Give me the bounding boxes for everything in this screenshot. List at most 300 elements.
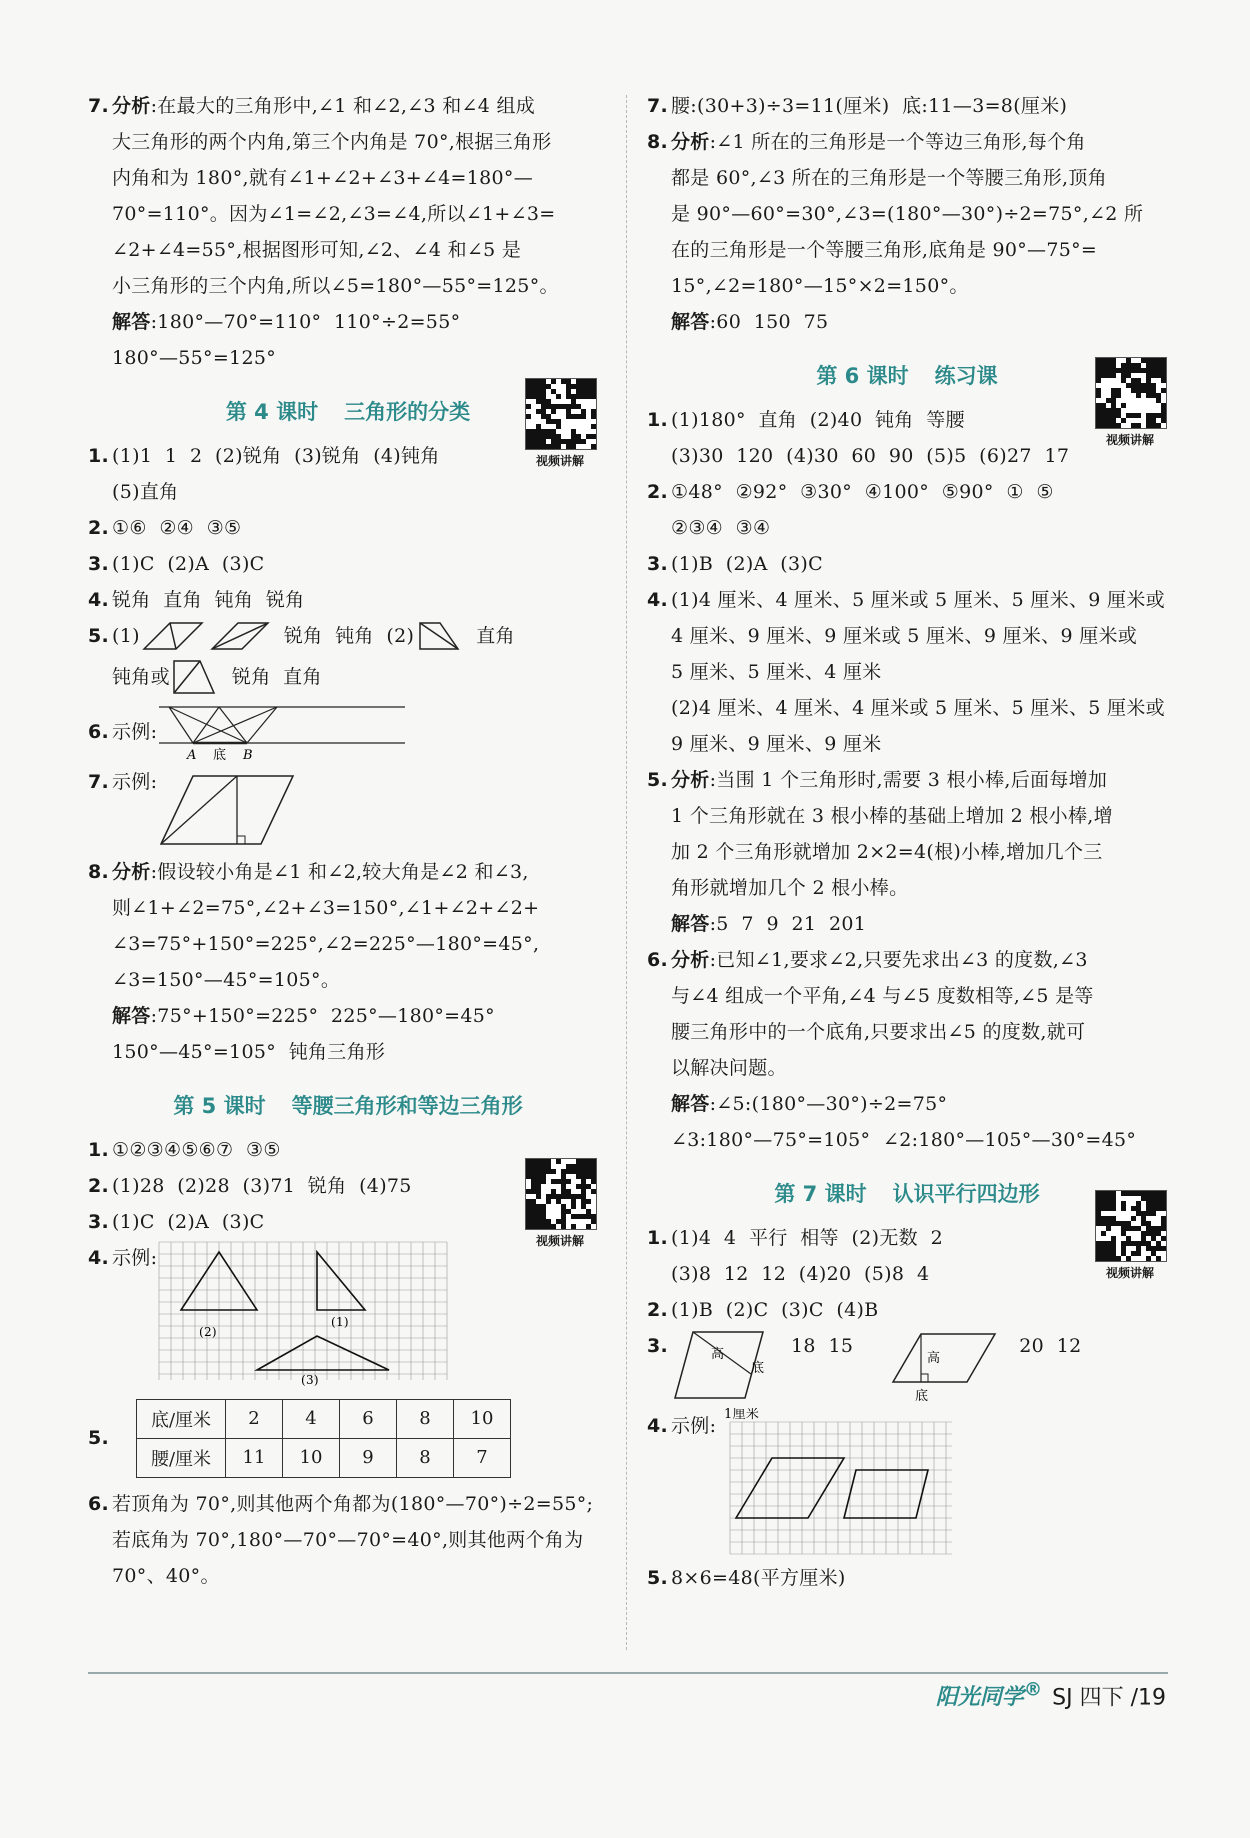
parallelogram-split-figure (140, 619, 270, 653)
qr-module (1101, 403, 1106, 408)
qr-module (561, 1204, 566, 1209)
qr-module (581, 1169, 586, 1174)
qr-code-icon[interactable] (1095, 1190, 1167, 1262)
qr-module (581, 389, 586, 394)
answer-7-right: 7. 腰:(30+3)÷3=11(厘米) 底:11—3=8(厘米) (647, 95, 1068, 117)
qr-module (1106, 1196, 1111, 1201)
table-cell: 6 (340, 1399, 397, 1438)
qr-module (1136, 1251, 1141, 1256)
qr-module (1111, 423, 1116, 428)
lesson6-answer-6-solution: 解答:∠5:(180°—30°)÷2=75° (671, 1093, 948, 1115)
qr-module (531, 1174, 536, 1179)
qr-module (526, 1209, 531, 1214)
qr-module (1096, 368, 1101, 373)
qr-module (581, 1199, 586, 1204)
qr-module (1141, 1191, 1146, 1196)
qr-module (561, 1224, 566, 1229)
answer-7-line: 小三角形的三个内角,所以∠5=180°—55°=125°。 (112, 275, 559, 297)
qr-module (531, 1189, 536, 1194)
qr-module (576, 1214, 581, 1219)
qr-module (571, 384, 576, 389)
qr-module (1111, 1201, 1116, 1206)
qr-module (1151, 1236, 1156, 1241)
qr-module (541, 1174, 546, 1179)
qr-module (526, 1174, 531, 1179)
qr-code-icon[interactable] (525, 378, 597, 450)
qr-module (1111, 398, 1116, 403)
qr-module (1126, 368, 1131, 373)
qr-module (1101, 423, 1106, 428)
qr-module (1116, 408, 1121, 413)
qr-module (1146, 358, 1151, 363)
lesson5-answer-1: 1. ①②③④⑤⑥⑦ ③⑤ (88, 1139, 281, 1161)
qr-module (1101, 1206, 1106, 1211)
qr-module (566, 1169, 571, 1174)
qr-module (1136, 378, 1141, 383)
qr-module (1111, 1191, 1116, 1196)
qr-caption: 视频讲解 (1105, 433, 1154, 447)
column-divider (626, 95, 627, 1650)
qr-module (536, 1209, 541, 1214)
qr-module (1096, 1246, 1101, 1251)
parallelogram-height-figure (157, 772, 297, 852)
qr-module (546, 419, 551, 424)
qr-module (1096, 413, 1101, 418)
qr-module (1121, 1251, 1126, 1256)
qr-module (556, 444, 561, 449)
qr-module (536, 1179, 541, 1184)
qr-module (1156, 368, 1161, 373)
answer-7: 7. 分析:在最大的三角形中,∠1 和∠2,∠3 和∠4 组成 (88, 95, 536, 117)
qr-module (531, 384, 536, 389)
qr-module (566, 394, 571, 399)
qr-module (1161, 1221, 1166, 1226)
lesson6-answer-4-line: 4 厘米、9 厘米、9 厘米或 5 厘米、9 厘米、9 厘米或 (671, 625, 1138, 647)
qr-module (556, 404, 561, 409)
lesson4-answer-1-line: (5)直角 (112, 481, 179, 503)
qr-module (531, 439, 536, 444)
qr-module (541, 1219, 546, 1224)
qr-module (1161, 418, 1166, 423)
qr-module (546, 434, 551, 439)
qr-module (1161, 1201, 1166, 1206)
triangle-figure (170, 657, 218, 697)
qr-module (1136, 1206, 1141, 1211)
qr-code-icon[interactable] (1095, 357, 1167, 429)
qr-module (1141, 1241, 1146, 1246)
qr-module (1111, 1216, 1116, 1221)
lesson4-answer-8-solution: 解答:75°+150°=225° 225°—180°=45° (112, 1005, 495, 1027)
answer-8-line: 在的三角形是一个等腰三角形,底角是 90°—75°= (671, 239, 1098, 261)
qr-module (551, 444, 556, 449)
lesson6-answer-6-solution-line: ∠3:180°—75°=105° ∠2:180°—105°—30°=45° (671, 1129, 1137, 1151)
qr-module (1136, 1211, 1141, 1216)
lesson4-answer-4: 4. 锐角 直角 钝角 锐角 (88, 589, 305, 611)
qr-module (571, 1204, 576, 1209)
qr-module (546, 1194, 551, 1199)
table-cell: 4 (283, 1399, 340, 1438)
qr-module (1136, 1201, 1141, 1206)
qr-module (541, 389, 546, 394)
lesson6-answer-2: 2. ①48° ②92° ③30° ④100° ⑤90° ① ⑤ (647, 481, 1054, 503)
qr-module (566, 384, 571, 389)
qr-module (1156, 1241, 1161, 1246)
lesson5-answer-2: 2. (1)28 (2)28 (3)71 锐角 (4)75 (88, 1175, 412, 1197)
page-footer (936, 1680, 1166, 1711)
qr-module (1161, 1226, 1166, 1231)
lesson5-answer-4: 4. 示例: (1) (2) (3) (88, 1240, 608, 1390)
qr-module (1141, 388, 1146, 393)
qr-module (1141, 1216, 1146, 1221)
lesson4-answer-2: 2. ①⑥ ②④ ③⑤ (88, 517, 242, 539)
qr-module (1146, 1201, 1151, 1206)
qr-module (561, 1184, 566, 1189)
qr-module (581, 1214, 586, 1219)
qr-module (536, 1214, 541, 1219)
qr-module (1101, 408, 1106, 413)
lesson5-answer-5: 5. 底/厘米 2 4 6 8 10 腰/厘米 11 10 9 8 7 (88, 1390, 608, 1486)
qr-module (1136, 383, 1141, 388)
qr-module (531, 1159, 536, 1164)
lesson6-answer-5-line: 角形就增加几个 2 根小棒。 (671, 877, 909, 899)
qr-module (1096, 1201, 1101, 1206)
qr-module (591, 1219, 596, 1224)
qr-module (1106, 413, 1111, 418)
qr-module (551, 419, 556, 424)
qr-module (586, 434, 591, 439)
qr-module (581, 1164, 586, 1169)
qr-module (591, 444, 596, 449)
qr-module (1096, 363, 1101, 368)
qr-module (531, 434, 536, 439)
qr-module (1096, 408, 1101, 413)
qr-module (1151, 1246, 1156, 1251)
qr-caption: 视频讲解 (535, 454, 584, 468)
qr-module (526, 429, 531, 434)
qr-module (1161, 408, 1166, 413)
qr-module (541, 394, 546, 399)
lesson4-answer-8-line: 则∠1+∠2=75°,∠2+∠3=150°,∠1+∠2+∠2+ (112, 897, 540, 919)
qr-module (1126, 363, 1131, 368)
lesson4-answer-7: 7. 示例: (88, 764, 608, 848)
qr-module (1131, 1206, 1136, 1211)
qr-module (1126, 1241, 1131, 1246)
table-cell: 10 (454, 1399, 511, 1438)
qr-module (546, 1224, 551, 1229)
qr-module (1121, 363, 1126, 368)
qr-module (1096, 393, 1101, 398)
qr-module (536, 1194, 541, 1199)
qr-module (566, 1194, 571, 1199)
qr-module (526, 384, 531, 389)
qr-module (1151, 1226, 1156, 1231)
qr-module (591, 389, 596, 394)
qr-module (1116, 368, 1121, 373)
qr-module (586, 1174, 591, 1179)
qr-module (556, 1199, 561, 1204)
qr-module (566, 414, 571, 419)
qr-module (591, 1164, 596, 1169)
qr-module (536, 1164, 541, 1169)
lesson4-answer-8-solution-line: 150°—45°=105° 钝角三角形 (112, 1041, 386, 1063)
qr-module (1111, 1246, 1116, 1251)
qr-module (1101, 358, 1106, 363)
qr-module (1121, 368, 1126, 373)
qr-module (1106, 1221, 1111, 1226)
qr-module (1141, 358, 1146, 363)
qr-module (586, 384, 591, 389)
qr-module (531, 379, 536, 384)
qr-module (531, 1204, 536, 1209)
qr-module (1131, 363, 1136, 368)
qr-module (1096, 1221, 1101, 1226)
qr-module (526, 1164, 531, 1169)
point-a-label: A (187, 748, 198, 763)
qr-module (1141, 1196, 1146, 1201)
qr-code-icon[interactable] (525, 1158, 597, 1230)
qr-module (1161, 373, 1166, 378)
qr-module (541, 1224, 546, 1229)
qr-module (1156, 1226, 1161, 1231)
qr-module (551, 1169, 556, 1174)
qr-module (1121, 1231, 1126, 1236)
answer-8-line: 15°,∠2=180°—15°×2=150°。 (671, 275, 969, 297)
qr-module (1096, 373, 1101, 378)
section-heading-lesson-7: 第 7 课时 认识平行四边形 (774, 1182, 1040, 1206)
qr-module (546, 399, 551, 404)
table-cell: 7 (454, 1438, 511, 1477)
qr-module (1136, 423, 1141, 428)
answer-7-line: ∠2+∠4=55°,根据图形可知,∠2、∠4 和∠5 是 (112, 239, 522, 261)
qr-module (1131, 368, 1136, 373)
qr-module (1136, 388, 1141, 393)
qr-module (1151, 1201, 1156, 1206)
qr-module (581, 414, 586, 419)
qr-module (1096, 1211, 1101, 1216)
qr-module (561, 1219, 566, 1224)
qr-module (1161, 413, 1166, 418)
qr-module (1146, 368, 1151, 373)
qr-module (1131, 1241, 1136, 1246)
qr-module (536, 1219, 541, 1224)
qr-module (581, 1194, 586, 1199)
qr-module (1156, 373, 1161, 378)
qr-module (1151, 388, 1156, 393)
table-cell: 8 (397, 1438, 454, 1477)
qr-module (1146, 1191, 1151, 1196)
qr-module (1106, 1216, 1111, 1221)
lesson7-answer-4: 4. 示例: 1厘米 (647, 1408, 1167, 1560)
qr-module (541, 444, 546, 449)
lesson6-answer-1: 1. (1)180° 直角 (2)40 钝角 等腰 (647, 409, 965, 431)
qr-module (556, 439, 561, 444)
qr-module (1121, 1206, 1126, 1211)
qr-module (531, 1184, 536, 1189)
section-heading-lesson-4: 第 4 课时 三角形的分类 (225, 400, 471, 424)
qr-module (536, 1184, 541, 1189)
qr-module (541, 1214, 546, 1219)
qr-module (571, 414, 576, 419)
qr-module (586, 1169, 591, 1174)
qr-module (1111, 418, 1116, 423)
base-leg-table (136, 1399, 511, 1478)
qr-module (1106, 363, 1111, 368)
qr-module (536, 409, 541, 414)
qr-module (1156, 398, 1161, 403)
qr-module (1156, 393, 1161, 398)
point-b-label: B (243, 748, 254, 763)
qr-module (1121, 1221, 1126, 1226)
qr-module (561, 1189, 566, 1194)
qr-module (1151, 1191, 1156, 1196)
qr-module (1161, 1216, 1166, 1221)
answer-7-line: 内角和为 180°,就有∠1+∠2+∠3+∠4=180°— (112, 167, 534, 189)
qr-module (571, 1194, 576, 1199)
qr-module (576, 389, 581, 394)
qr-module (1141, 1231, 1146, 1236)
qr-module (1116, 423, 1121, 428)
qr-module (1146, 1221, 1151, 1226)
qr-module (1151, 1206, 1156, 1211)
qr-module (546, 414, 551, 419)
qr-module (1151, 1251, 1156, 1256)
qr-module (591, 424, 596, 429)
qr-module (551, 1224, 556, 1229)
qr-module (1131, 383, 1136, 388)
qr-module (1106, 1226, 1111, 1231)
qr-module (566, 444, 571, 449)
qr-module (591, 394, 596, 399)
lesson6-answer-2-line: ②③④ ③④ (671, 517, 771, 539)
qr-module (581, 379, 586, 384)
lesson5-answer-6: 6. 若顶角为 70°,则其他两个角都为(180°—70°)÷2=55°; (88, 1493, 594, 1515)
qr-module (531, 1179, 536, 1184)
qr-caption: 视频讲解 (535, 1234, 584, 1248)
qr-module (571, 429, 576, 434)
qr-module (556, 424, 561, 429)
qr-module (1096, 1241, 1101, 1246)
lesson6-answer-5: 5. 分析:当围 1 个三角形时,需要 3 根小棒,后面每增加 (647, 769, 1108, 791)
qr-module (526, 414, 531, 419)
qr-module (1136, 368, 1141, 373)
qr-module (576, 404, 581, 409)
qr-module (566, 1189, 571, 1194)
table-cell: 底/厘米 (137, 1399, 226, 1438)
qr-module (1146, 1211, 1151, 1216)
qr-module (586, 1199, 591, 1204)
qr-module (1111, 1196, 1116, 1201)
qr-module (1126, 373, 1131, 378)
qr-module (551, 409, 556, 414)
qr-module (1161, 368, 1166, 373)
qr-module (1096, 1191, 1101, 1196)
qr-module (1096, 1256, 1101, 1261)
qr-module (576, 439, 581, 444)
qr-module (1146, 1206, 1151, 1211)
qr-module (531, 1169, 536, 1174)
qr-module (1131, 1191, 1136, 1196)
qr-caption: 视频讲解 (1105, 1266, 1154, 1280)
qr-module (541, 1169, 546, 1174)
qr-module (541, 399, 546, 404)
grid-parallelograms-figure (716, 1408, 956, 1556)
qr-module (586, 1224, 591, 1229)
qr-module (1116, 1221, 1121, 1226)
table-cell: 9 (340, 1438, 397, 1477)
qr-module (1111, 358, 1116, 363)
qr-module (531, 1199, 536, 1204)
qr-module (1121, 1241, 1126, 1246)
qr-module (541, 414, 546, 419)
qr-module (546, 1169, 551, 1174)
qr-module (1146, 418, 1151, 423)
qr-module (1151, 1211, 1156, 1216)
qr-module (1156, 1246, 1161, 1251)
qr-module (591, 414, 596, 419)
qr-module (586, 379, 591, 384)
qr-module (536, 444, 541, 449)
qr-module (566, 389, 571, 394)
qr-module (1096, 1206, 1101, 1211)
qr-module (1126, 383, 1131, 388)
qr-module (526, 389, 531, 394)
qr-module (591, 379, 596, 384)
qr-module (586, 1159, 591, 1164)
grid-triangles-figure (157, 1240, 449, 1386)
qr-module (581, 1159, 586, 1164)
qr-module (1136, 1191, 1141, 1196)
qr-module (591, 409, 596, 414)
qr-module (536, 399, 541, 404)
lesson6-answer-5-solution: 解答:5 7 9 21 201 (671, 913, 867, 935)
qr-module (571, 394, 576, 399)
qr-module (1151, 413, 1156, 418)
qr-module (536, 1169, 541, 1174)
qr-module (1121, 1191, 1126, 1196)
qr-module (586, 1164, 591, 1169)
qr-module (1106, 1201, 1111, 1206)
qr-module (576, 384, 581, 389)
qr-module (541, 379, 546, 384)
qr-module (576, 1174, 581, 1179)
height-label: 高 (711, 1347, 725, 1362)
qr-module (591, 1214, 596, 1219)
qr-module (576, 379, 581, 384)
qr-module (1151, 373, 1156, 378)
qr-module (561, 1194, 566, 1199)
qr-module (1151, 1231, 1156, 1236)
qr-module (566, 404, 571, 409)
lesson6-answer-4-line: (2)4 厘米、4 厘米、4 厘米或 5 厘米、5 厘米、5 厘米或 (671, 697, 1165, 719)
qr-module (1136, 393, 1141, 398)
qr-module (571, 1224, 576, 1229)
qr-module (1156, 358, 1161, 363)
qr-module (591, 1159, 596, 1164)
qr-module (556, 419, 561, 424)
table-cell: 腰/厘米 (137, 1438, 226, 1477)
qr-module (536, 384, 541, 389)
qr-module (1146, 383, 1151, 388)
qr-module (1096, 358, 1101, 363)
qr-module (1106, 408, 1111, 413)
qr-module (1121, 1201, 1126, 1206)
qr-module (536, 379, 541, 384)
qr-module (566, 1164, 571, 1169)
qr-module (1096, 378, 1101, 383)
qr-module (526, 1224, 531, 1229)
qr-module (541, 404, 546, 409)
qr-module (551, 1194, 556, 1199)
